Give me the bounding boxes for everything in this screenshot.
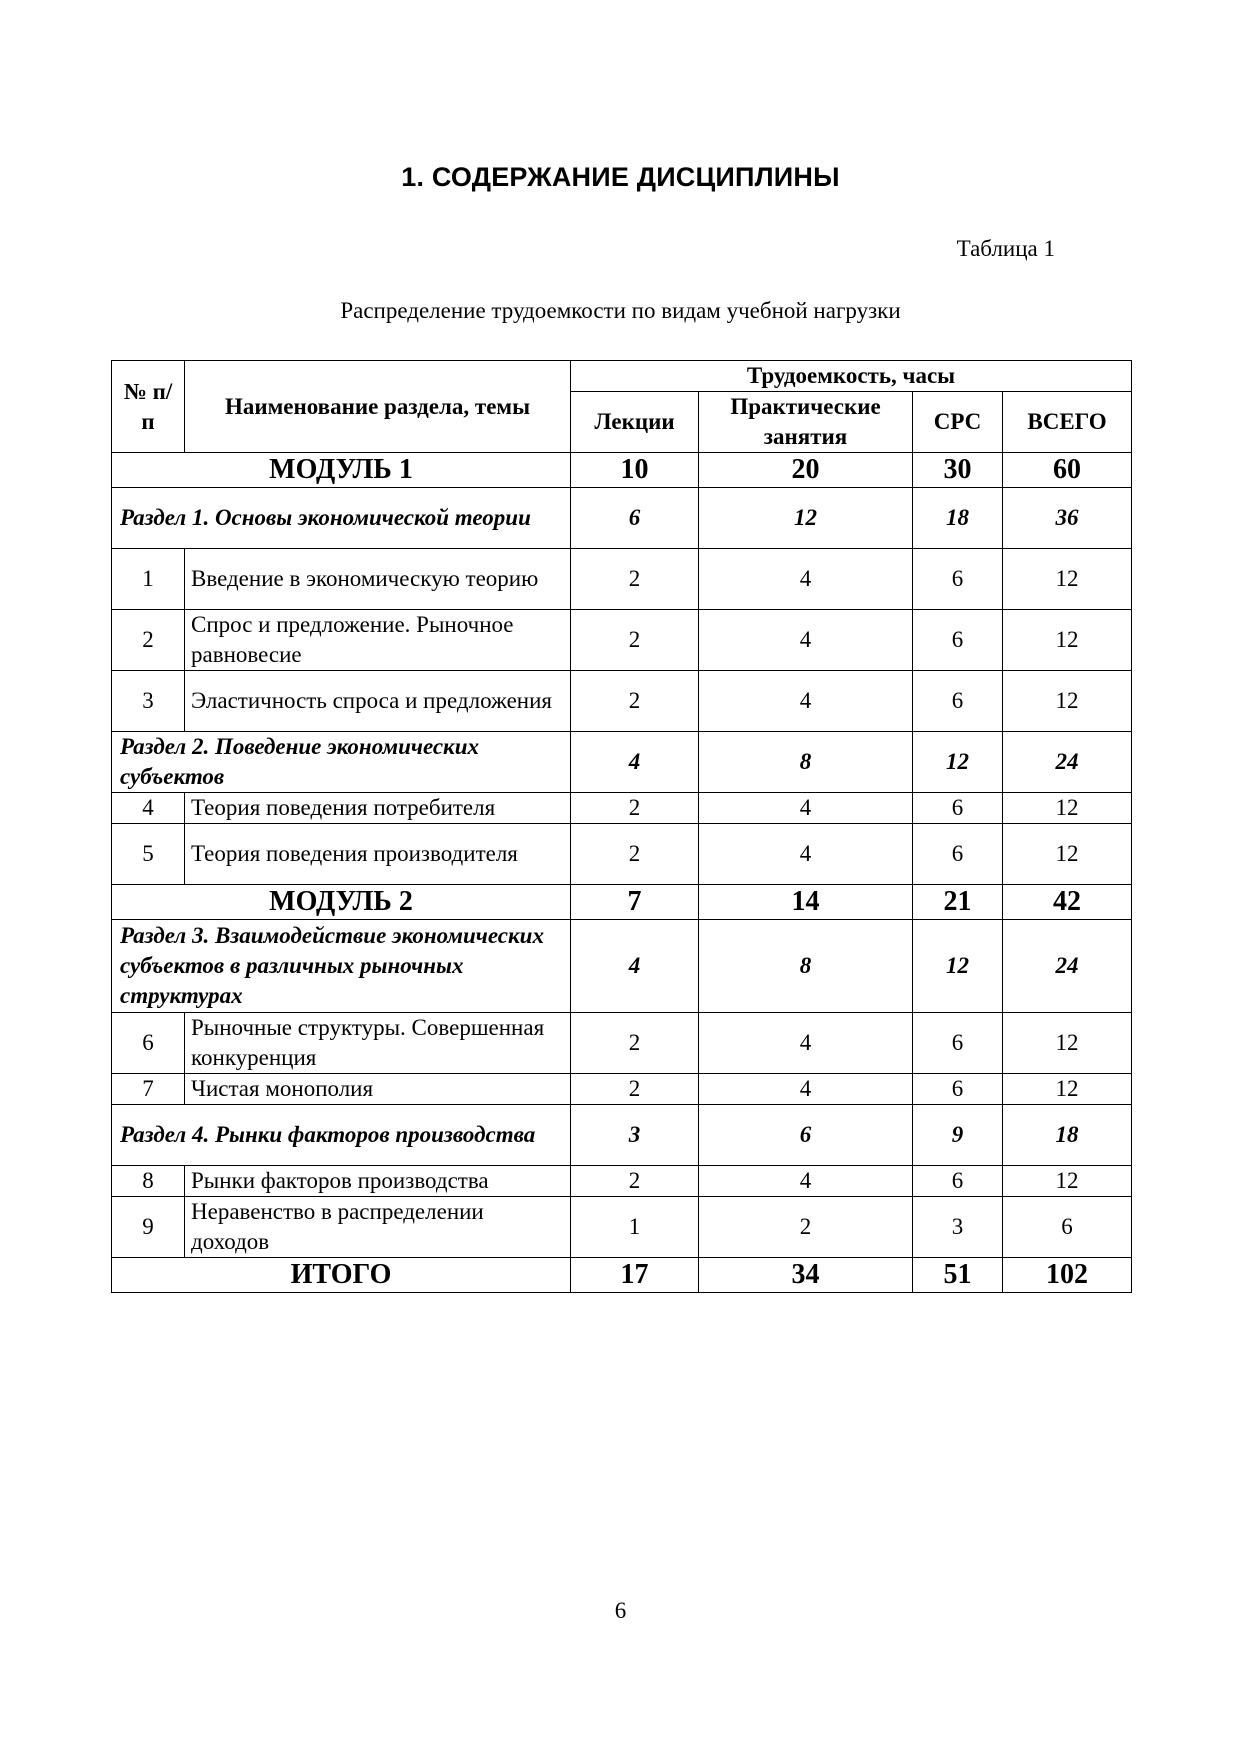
cell-total: 60 (1003, 453, 1132, 488)
cell-practice: 2 (699, 1197, 913, 1258)
total-title: ИТОГО (112, 1258, 571, 1293)
cell-practice: 4 (699, 1013, 913, 1074)
page-number: 6 (614, 1598, 627, 1623)
cell-number: 2 (112, 610, 185, 671)
cell-lectures: 17 (571, 1258, 699, 1293)
section-title: Раздел 3. Взаимодействие экономических субъектов в различных рыночных структурах (112, 920, 571, 1013)
workload-table (111, 360, 1132, 1293)
cell-number: 6 (112, 1013, 185, 1074)
cell-topic-name: Спрос и предложение. Рыночное равновесие (185, 610, 571, 671)
cell-srs: 6 (913, 610, 1003, 671)
cell-topic-name: Теория поведения потребителя (185, 793, 571, 824)
cell-srs: 51 (913, 1258, 1003, 1293)
cell-number: 5 (112, 824, 185, 885)
cell-srs: 6 (913, 793, 1003, 824)
header-number: № п/п (112, 361, 185, 453)
cell-total: 18 (1003, 1105, 1132, 1166)
cell-practice: 4 (699, 1074, 913, 1105)
module-row (112, 453, 1132, 488)
cell-lectures: 4 (571, 920, 699, 1013)
topic-row (112, 1013, 1132, 1074)
header-practice: Практические занятия (699, 392, 913, 453)
cell-number: 1 (112, 549, 185, 610)
cell-srs: 21 (913, 885, 1003, 920)
topic-row (112, 824, 1132, 885)
cell-topic-name: Неравенство в распределении доходов (185, 1197, 571, 1258)
topic-row (112, 1166, 1132, 1197)
cell-practice: 34 (699, 1258, 913, 1293)
cell-practice: 8 (699, 920, 913, 1013)
cell-lectures: 2 (571, 671, 699, 732)
cell-number: 4 (112, 793, 185, 824)
section-title: Раздел 4. Рынки факторов производства (112, 1105, 571, 1166)
cell-practice: 6 (699, 1105, 913, 1166)
cell-srs: 18 (913, 488, 1003, 549)
cell-total: 12 (1003, 1166, 1132, 1197)
cell-srs: 6 (913, 1166, 1003, 1197)
cell-number: 9 (112, 1197, 185, 1258)
cell-srs: 30 (913, 453, 1003, 488)
cell-total: 12 (1003, 793, 1132, 824)
cell-lectures: 2 (571, 793, 699, 824)
section-title: Раздел 2. Поведение экономических субъектов (112, 732, 571, 793)
topic-row (112, 610, 1132, 671)
table-number-label: Таблица 1 (956, 236, 1055, 261)
cell-practice: 4 (699, 610, 913, 671)
module-title: МОДУЛЬ 2 (112, 885, 571, 920)
cell-total: 12 (1003, 1013, 1132, 1074)
cell-lectures: 2 (571, 1166, 699, 1197)
cell-lectures: 2 (571, 549, 699, 610)
cell-total: 12 (1003, 610, 1132, 671)
section-row (112, 1105, 1132, 1166)
section-title: Раздел 1. Основы экономической теории (112, 488, 571, 549)
cell-topic-name: Введение в экономическую теорию (185, 549, 571, 610)
total-row (112, 1258, 1132, 1293)
cell-practice: 12 (699, 488, 913, 549)
cell-total: 24 (1003, 920, 1132, 1013)
cell-topic-name: Эластичность спроса и предложения (185, 671, 571, 732)
cell-lectures: 2 (571, 610, 699, 671)
cell-topic-name: Рынки факторов производства (185, 1166, 571, 1197)
module-row (112, 885, 1132, 920)
cell-total: 36 (1003, 488, 1132, 549)
topic-row (112, 1197, 1132, 1258)
topic-row (112, 671, 1132, 732)
cell-practice: 4 (699, 793, 913, 824)
cell-lectures: 10 (571, 453, 699, 488)
cell-practice: 14 (699, 885, 913, 920)
cell-topic-name: Рыночные структуры. Совершенная конкуренция (185, 1013, 571, 1074)
cell-total: 42 (1003, 885, 1132, 920)
cell-number: 8 (112, 1166, 185, 1197)
cell-practice: 4 (699, 824, 913, 885)
topic-row (112, 549, 1132, 610)
topic-row (112, 793, 1132, 824)
cell-srs: 3 (913, 1197, 1003, 1258)
cell-total: 12 (1003, 549, 1132, 610)
cell-topic-name: Теория поведения производителя (185, 824, 571, 885)
cell-srs: 12 (913, 920, 1003, 1013)
cell-practice: 4 (699, 671, 913, 732)
header-group-hours: Трудоемкость, часы (571, 361, 1132, 392)
cell-srs: 6 (913, 1074, 1003, 1105)
cell-practice: 4 (699, 549, 913, 610)
cell-lectures: 2 (571, 1013, 699, 1074)
cell-srs: 6 (913, 824, 1003, 885)
cell-lectures: 3 (571, 1105, 699, 1166)
cell-lectures: 2 (571, 1074, 699, 1105)
cell-topic-name: Чистая монополия (185, 1074, 571, 1105)
cell-srs: 12 (913, 732, 1003, 793)
section-row (112, 488, 1132, 549)
cell-lectures: 1 (571, 1197, 699, 1258)
header-total: ВСЕГО (1003, 392, 1132, 453)
table-caption: Распределение трудоемкости по видам учебной нагрузки (340, 298, 901, 323)
cell-total: 6 (1003, 1197, 1132, 1258)
cell-number: 3 (112, 671, 185, 732)
cell-total: 102 (1003, 1258, 1132, 1293)
cell-total: 12 (1003, 671, 1132, 732)
section-row (112, 920, 1132, 1013)
cell-srs: 9 (913, 1105, 1003, 1166)
module-title: МОДУЛЬ 1 (112, 453, 571, 488)
cell-total: 12 (1003, 824, 1132, 885)
cell-srs: 6 (913, 671, 1003, 732)
page-heading: 1. СОДЕРЖАНИЕ ДИСЦИПЛИНЫ (401, 162, 840, 192)
cell-total: 24 (1003, 732, 1132, 793)
cell-practice: 4 (699, 1166, 913, 1197)
topic-row (112, 1074, 1132, 1105)
cell-lectures: 6 (571, 488, 699, 549)
cell-practice: 8 (699, 732, 913, 793)
cell-srs: 6 (913, 549, 1003, 610)
cell-lectures: 4 (571, 732, 699, 793)
cell-lectures: 2 (571, 824, 699, 885)
cell-lectures: 7 (571, 885, 699, 920)
header-srs: СРС (913, 392, 1003, 453)
cell-number: 7 (112, 1074, 185, 1105)
header-lectures: Лекции (571, 392, 699, 453)
header-name: Наименование раздела, темы (185, 361, 571, 453)
cell-practice: 20 (699, 453, 913, 488)
cell-total: 12 (1003, 1074, 1132, 1105)
section-row (112, 732, 1132, 793)
cell-srs: 6 (913, 1013, 1003, 1074)
